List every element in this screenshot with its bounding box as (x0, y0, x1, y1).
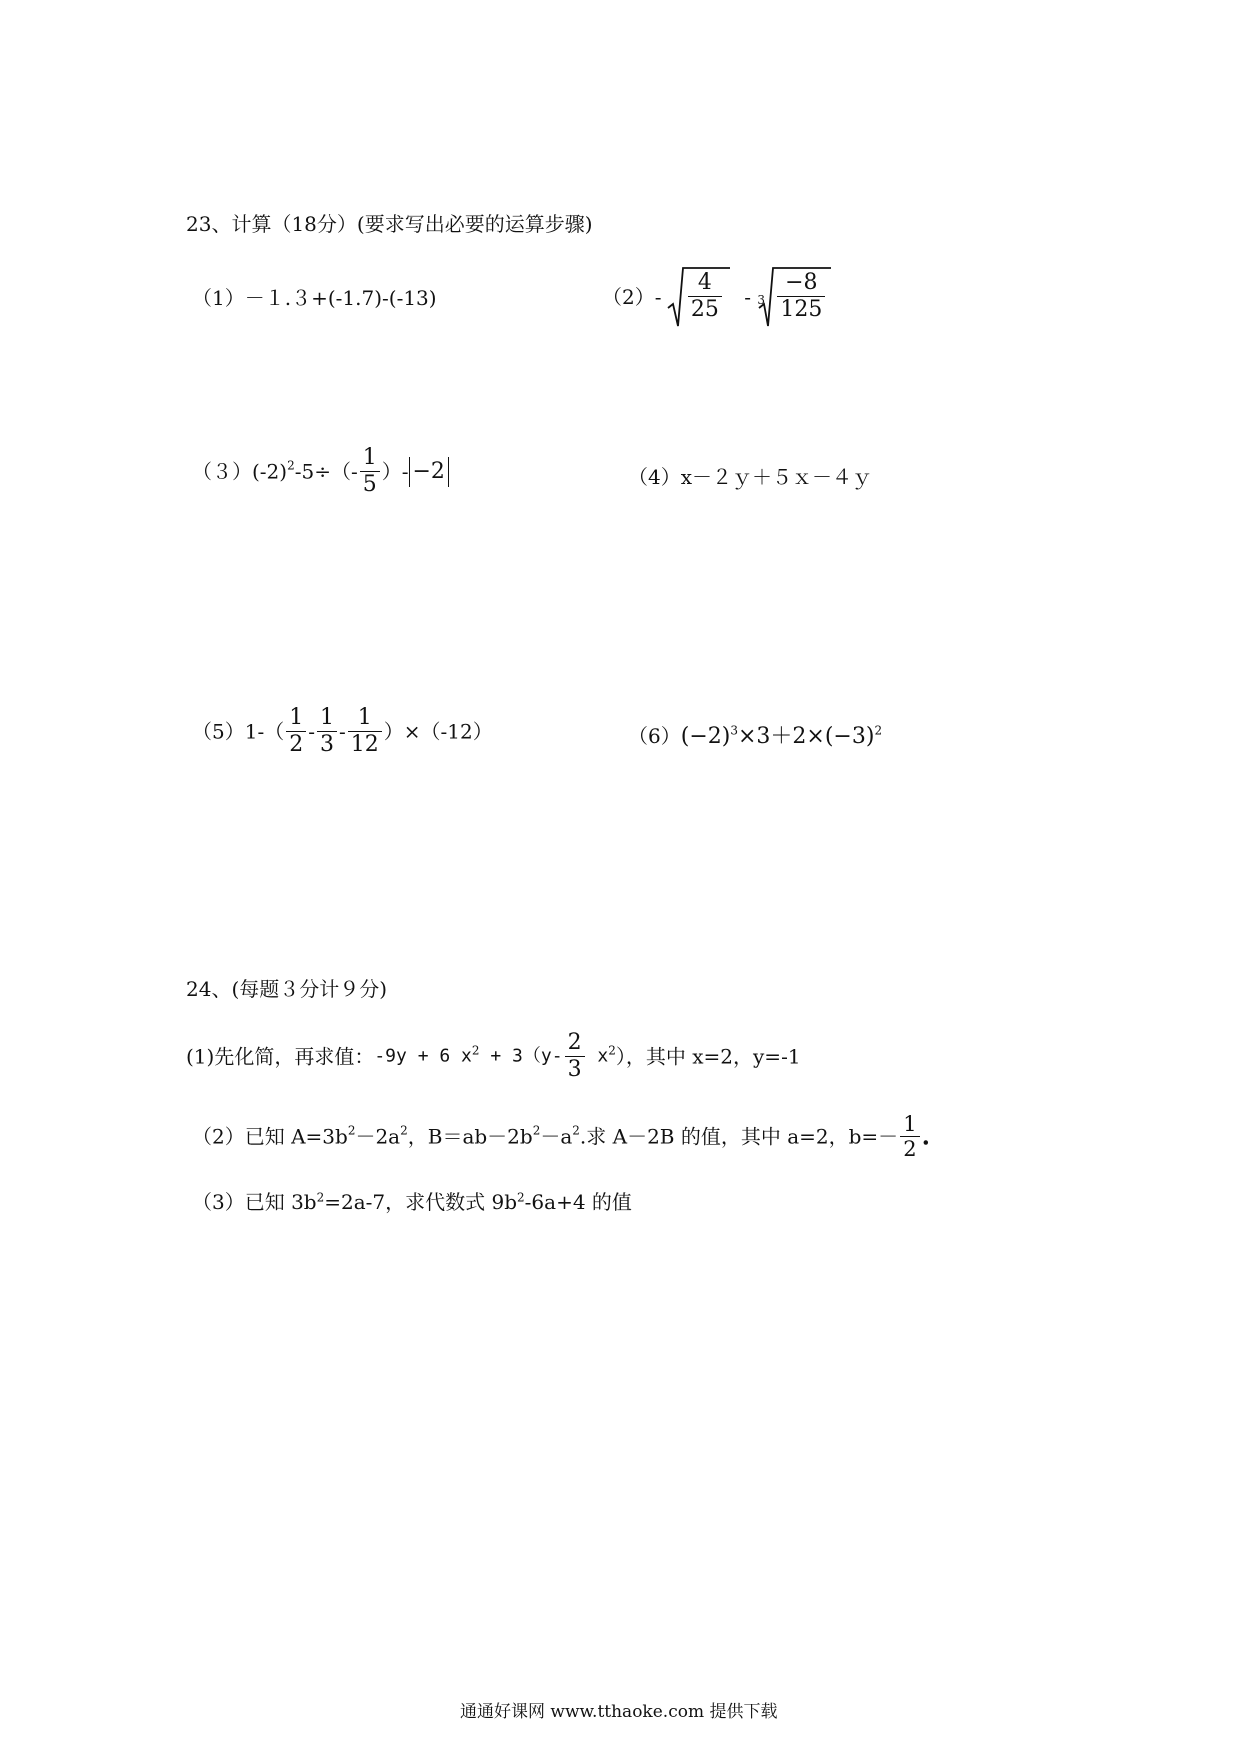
q23-part6 (628, 722, 882, 751)
q23-part5-label: （5） (192, 719, 245, 744)
q23-part1-label: （1） (192, 286, 245, 310)
page-footer: 通通好课网 www.tthaoke.com 提供下载 (460, 1702, 778, 1722)
frac-numerator: 2 (565, 1030, 585, 1057)
q23-part1 (192, 284, 437, 312)
q23-part3-frac (360, 445, 380, 498)
q23-part6-e2: 2 (874, 723, 883, 738)
q23-part2-minus1: - (654, 285, 662, 309)
q24-part2-e1: 2 (347, 1123, 356, 1138)
frac2-denominator: 125 (780, 297, 823, 322)
frac-denominator: 3 (319, 732, 334, 757)
frac1-denominator: 25 (690, 297, 719, 322)
q24-part3-e1: 2 (316, 1190, 325, 1205)
q23-part3-mid: -5÷（- (294, 459, 358, 484)
cbrt-radical (757, 266, 833, 328)
q23-part3-frac-num: 1 (360, 445, 380, 472)
q24-part2-a: －2a (355, 1124, 401, 1149)
q23-part3-exp: 2 (287, 458, 295, 473)
frac-numerator: 1 (900, 1112, 919, 1137)
cbrt-sign-icon (757, 266, 833, 328)
q23-part4 (628, 463, 872, 491)
q23-part3-abs: −2 (409, 457, 449, 487)
q23-part5 (192, 705, 493, 769)
q23-title: 23、计算（18分）(要求写出必要的运算步骤) (186, 212, 593, 236)
q23-part5-post: ）×（-12） (383, 719, 493, 744)
q24-part3 (192, 1188, 632, 1216)
q23-part5-op1: - (308, 719, 315, 744)
q24-part1-c: x (586, 1045, 609, 1067)
q24-part2 (192, 1112, 930, 1172)
q24-title: 24、(每题３分计９分) (186, 977, 388, 1001)
q24-part1-frac (565, 1030, 585, 1083)
q24-part2-label: （2）已知 A=3b (192, 1124, 348, 1149)
q23-part3-label: （３） (192, 459, 252, 484)
q24-part3-b: -6a+4 的值 (524, 1190, 632, 1214)
sqrt-radical (668, 266, 734, 328)
q23-part5-pre: 1-（ (244, 719, 285, 744)
q24-part1-b: + 3（y- (479, 1045, 563, 1067)
q24-part2-d: .求 A－2B 的值，其中 a=2，b=－ (579, 1124, 899, 1149)
q23-part5-op2: - (338, 719, 346, 744)
q23-part4-expr: x－２ｙ＋５ｘ－４ｙ (680, 465, 873, 489)
frac-denominator: 3 (567, 1057, 582, 1082)
frac-numerator: 1 (348, 705, 382, 732)
q23-part2-label: （2） (602, 285, 655, 309)
q24-part2-e3: 2 (532, 1123, 541, 1138)
q23-part3-frac-den: 5 (362, 472, 377, 497)
q24-part2-e2: 2 (400, 1123, 408, 1138)
q24-part2-frac (900, 1112, 919, 1161)
frac-denominator: 12 (350, 732, 379, 757)
q23-part5-frac3 (348, 705, 382, 758)
q23-part2 (602, 266, 833, 330)
q23-part6-b: ×3＋2×(−3) (737, 724, 875, 749)
q24-part2-c: －a (540, 1124, 573, 1149)
q23-part3-post: ）- (381, 459, 409, 484)
frac-numerator: 1 (317, 705, 337, 732)
q23-part6-label: （6） (628, 724, 681, 748)
q24-part2-b: ，B＝ab－2b (407, 1124, 533, 1149)
q23-part1-expr: －１.３+(-1.7)-(-13) (244, 286, 437, 310)
q24-part1-e2: 2 (608, 1043, 616, 1058)
q23-part6-e1: 3 (730, 723, 738, 738)
frac-denominator: 2 (289, 732, 304, 757)
q24-part3-a: =2a-7，求代数式 9b (324, 1190, 518, 1214)
frac2-numerator: −8 (777, 270, 825, 297)
q23-part4-label: （4） (628, 465, 681, 489)
frac-denominator: 2 (903, 1137, 917, 1161)
q24-part1-a: -9y + 6 x (374, 1045, 472, 1067)
q24-part2-e4: 2 (572, 1123, 580, 1138)
sqrt-sign-icon (668, 266, 734, 328)
q23-part2-minus2: - (744, 285, 751, 309)
q23-part5-frac2 (317, 705, 337, 758)
frac1-numerator: 4 (688, 270, 722, 297)
q24-part1-d: ），其中 x=2，y=-1 (615, 1044, 801, 1069)
q23-part5-frac1 (286, 705, 306, 758)
q24-part1-label: (1)先化简，再求值： (186, 1044, 375, 1069)
q24-part2-e: . (921, 1121, 930, 1151)
cbrt-index: 3 (757, 293, 765, 307)
q23-part6-a: (−2) (680, 724, 731, 749)
frac-numerator: 1 (286, 705, 306, 732)
q24-part1-e1: 2 (471, 1043, 480, 1058)
q23-part3 (192, 445, 449, 509)
q24-part1 (186, 1030, 801, 1096)
q24-part3-e2: 2 (517, 1190, 525, 1205)
q23-part3-pre: (-2) (252, 459, 288, 484)
q24-part3-label: （3）已知 3b (192, 1190, 317, 1214)
